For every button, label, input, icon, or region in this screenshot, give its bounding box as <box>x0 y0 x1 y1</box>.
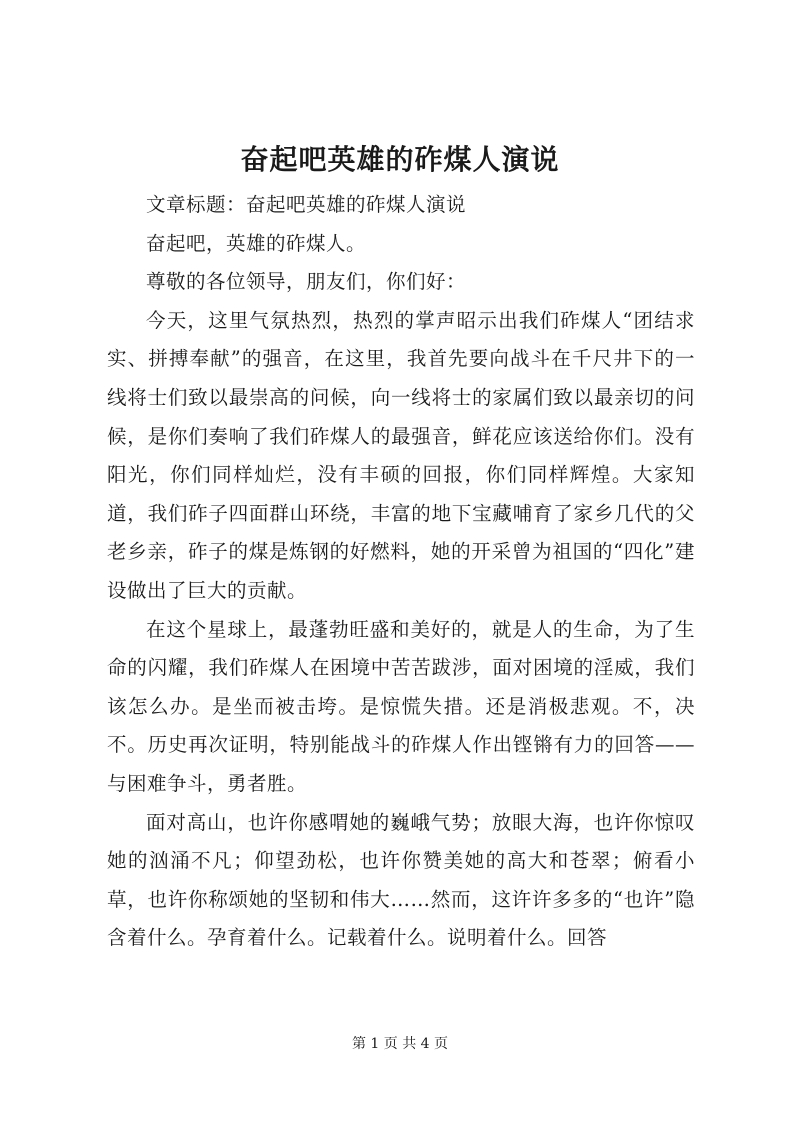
paragraph-intro: 今天，这里气氛热烈，热烈的掌声昭示出我们砟煤人“团结求实、拼搏奉献”的强音，在这里，我首先要向战斗在千尺井下的一线将士们致以最崇高的问候，向一线将士的家属们致以最亲切的问候，是你们奏响了我们砟煤人的最强音，鲜花应该送给你们。没有阳光，你们同样灿烂，没有丰硕的回报，你们同样辉煌。大家知道，我们砟子四面群山环绕，丰富的地下宝藏哺育了家乡几代的父老乡亲，砟子的煤是炼钢的好燃料，她的开采曾为祖国的“四化”建设做出了巨大的贡献。 <box>107 308 695 602</box>
page-footer: 第 1 页 共 4 页 <box>351 1036 449 1052</box>
paragraph-article-title: 文章标题：奋起吧英雄的砟煤人演说 <box>146 193 467 216</box>
document-body <box>107 186 695 958</box>
paragraph-heading: 奋起吧，英雄的砟煤人。 <box>146 231 367 255</box>
document-title: 奋起吧英雄的砟煤人演说 <box>240 143 560 176</box>
paragraph-mountains: 面对高山，也许你感喟她的巍峨气势；放眼大海，也许你惊叹她的汹涌不凡；仰望劲松，也许你赞美她的高大和苍翠；俯看小草，也许你称颂她的坚韧和伟大……然而，这许许多多的“也许”隐含着什么。孕育着什么。记载着什么。说明着什么。回答 <box>107 810 695 950</box>
paragraph-life: 在这个星球上，最蓬勃旺盛和美好的，就是人的生命，为了生命的闪耀，我们砟煤人在困境中苦苦跋涉，面对困境的淫威，我们该怎么办。是坐而被击垮。是惊慌失措。还是消极悲观。不，决不。历史再次证明，特别能战斗的砟煤人作出铿锵有力的回答——与困难争斗，勇者胜。 <box>107 617 695 795</box>
paragraph-greeting: 尊敬的各位领导，朋友们，你们好： <box>146 270 467 294</box>
